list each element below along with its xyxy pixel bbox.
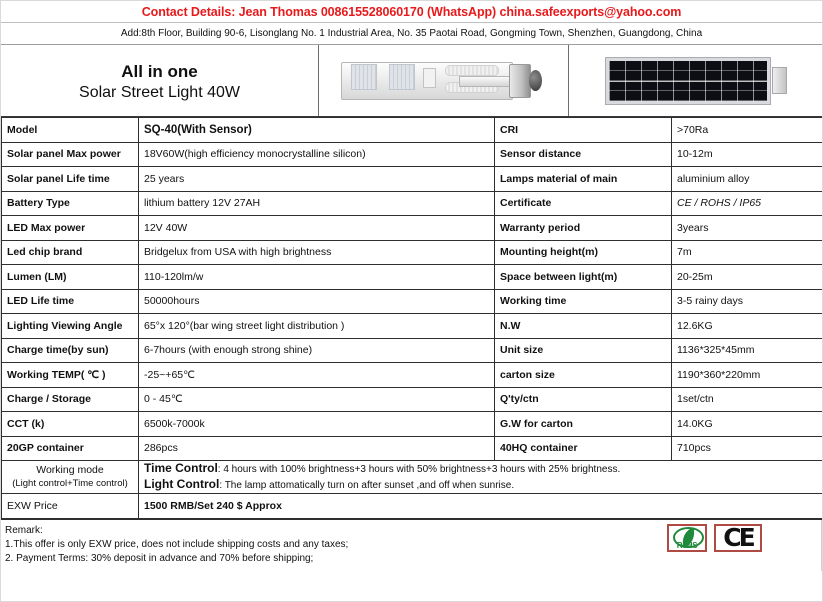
table-row: [2, 412, 823, 437]
table-row: [2, 216, 823, 241]
spec-key: CCT (k): [2, 412, 139, 437]
light-control-line: [144, 477, 819, 493]
time-control-label: Time Control: [144, 461, 218, 475]
table-row: [2, 436, 823, 461]
table-row: [2, 118, 823, 143]
spec-value: 12V 40W: [139, 216, 495, 241]
spec-key-secondary: Q'ty/ctn: [495, 387, 672, 412]
remark-footer: [1, 519, 822, 571]
solar-panel-photo: [569, 45, 822, 116]
spec-value-secondary: 10-12m: [672, 142, 823, 167]
exw-price-row: [2, 494, 823, 519]
spec-value-secondary: 3years: [672, 216, 823, 241]
spec-key-secondary: Certificate: [495, 191, 672, 216]
spec-value-secondary: 7m: [672, 240, 823, 265]
product-title-primary: All in one: [121, 61, 198, 81]
certification-badges: [667, 524, 762, 552]
spec-key-secondary: CRI: [495, 118, 672, 143]
spec-value-secondary: 1190*360*220mm: [672, 363, 823, 388]
spec-value-secondary: 1136*325*45mm: [672, 338, 823, 363]
spec-key-secondary: Working time: [495, 289, 672, 314]
spec-value: SQ-40(With Sensor): [139, 118, 495, 143]
spec-key: Led chip brand: [2, 240, 139, 265]
spec-key: Solar panel Max power: [2, 142, 139, 167]
table-row: [2, 167, 823, 192]
solar-street-light-photo: [319, 45, 569, 116]
spec-key-secondary: Unit size: [495, 338, 672, 363]
spec-key-secondary: 40HQ container: [495, 436, 672, 461]
spec-value-secondary: 710pcs: [672, 436, 823, 461]
spec-value: 6-7hours (with enough strong shine): [139, 338, 495, 363]
time-control-line: [144, 461, 819, 477]
time-control-text: : 4 hours with 100% brightness+3 hours with 50% brightness+3 hours with 25% brightness.: [217, 464, 621, 475]
working-mode-description: [139, 461, 823, 494]
spec-value: 25 years: [139, 167, 495, 192]
spec-value: 6500k-7000k: [139, 412, 495, 437]
spec-value: 286pcs: [139, 436, 495, 461]
table-row: [2, 191, 823, 216]
table-row: [2, 363, 823, 388]
product-title-block: [1, 45, 319, 116]
contact-details-bar: [1, 1, 822, 23]
light-control-text: : The lamp attomatically turn on after sunset ,and off when sunrise.: [219, 480, 515, 491]
spec-value: Bridgelux from USA with high brightness: [139, 240, 495, 265]
working-mode-label-line1: Working mode: [36, 464, 104, 476]
spec-value-secondary: CE / ROHS / IP65: [672, 191, 823, 216]
spec-value-secondary: 20-25m: [672, 265, 823, 290]
footer-right-divider: [821, 520, 822, 571]
street-light-illustration: [341, 58, 546, 104]
spec-value: lithium battery 12V 27AH: [139, 191, 495, 216]
contact-details-text: Contact Details: Jean Thomas 008615528060170 (WhatsApp) china.safeexports@yahoo.com: [141, 4, 682, 19]
exw-price-value: 1500 RMB/Set 240 $ Approx: [139, 494, 823, 519]
working-mode-label: [2, 461, 139, 494]
spec-value: 50000hours: [139, 289, 495, 314]
table-row: [2, 338, 823, 363]
table-row: [2, 240, 823, 265]
table-row: [2, 142, 823, 167]
table-row: [2, 314, 823, 339]
product-hero-band: [1, 45, 822, 117]
spec-key-secondary: Lamps material of main: [495, 167, 672, 192]
spec-value-secondary: >70Ra: [672, 118, 823, 143]
spec-key-secondary: Sensor distance: [495, 142, 672, 167]
light-control-label: Light Control: [144, 477, 220, 491]
ce-icon: [714, 524, 762, 552]
spec-key: Lighting Viewing Angle: [2, 314, 139, 339]
rohs-label: RoHS: [676, 540, 698, 550]
table-row: [2, 387, 823, 412]
table-row: [2, 265, 823, 290]
spec-key: Charge / Storage: [2, 387, 139, 412]
product-title-secondary: Solar Street Light 40W: [79, 83, 240, 101]
spec-key-secondary: Mounting height(m): [495, 240, 672, 265]
specification-rows: [2, 118, 823, 519]
rohs-icon: [667, 524, 707, 552]
spec-value-secondary: aluminium alloy: [672, 167, 823, 192]
spec-key: Lumen (LM): [2, 265, 139, 290]
spec-key: Battery Type: [2, 191, 139, 216]
spec-value: 0 - 45℃: [139, 387, 495, 412]
spec-key-secondary: carton size: [495, 363, 672, 388]
spec-key: Solar panel Life time: [2, 167, 139, 192]
table-row: [2, 289, 823, 314]
spec-key: Model: [2, 118, 139, 143]
spec-value-secondary: 14.0KG: [672, 412, 823, 437]
solar-panel-illustration: [605, 57, 787, 105]
spec-value-secondary: 1set/ctn: [672, 387, 823, 412]
spec-value-secondary: 12.6KG: [672, 314, 823, 339]
spec-key: LED Max power: [2, 216, 139, 241]
spec-value: 110-120lm/w: [139, 265, 495, 290]
remark-title: Remark:: [5, 524, 43, 536]
spec-key-secondary: G.W for carton: [495, 412, 672, 437]
spec-key: Working TEMP( ℃ ): [2, 363, 139, 388]
exw-price-label: EXW Price: [2, 494, 139, 519]
spec-value: 65°x 120°(bar wing street light distribution ): [139, 314, 495, 339]
company-address-bar: [1, 23, 822, 45]
spec-key: LED Life time: [2, 289, 139, 314]
working-mode-row: [2, 461, 823, 494]
ce-label: CE: [723, 523, 753, 552]
remark-line-2: 2. Payment Terms: 30% deposit in advance and 70% before shipping;: [5, 552, 314, 564]
spec-key-secondary: Space between light(m): [495, 265, 672, 290]
company-address-text: Add:8th Floor, Building 90-6, Lisonglang No. 1 Industrial Area, No. 35 Paotai Road, Gongming Town, Shenzhen, Guangdong, China: [120, 28, 703, 39]
working-mode-label-line2: (Light control+Time control): [12, 478, 128, 489]
spec-key: 20GP container: [2, 436, 139, 461]
remark-line-1: 1.This offer is only EXW price, does not include shipping costs and any taxes;: [5, 538, 349, 550]
spec-key: Charge time(by sun): [2, 338, 139, 363]
spec-key-secondary: N.W: [495, 314, 672, 339]
spec-key-secondary: Warranty period: [495, 216, 672, 241]
spec-value-secondary: 3-5 rainy days: [672, 289, 823, 314]
spec-value: 18V60W(high efficiency monocrystalline silicon): [139, 142, 495, 167]
specification-table: [1, 117, 823, 519]
spec-value: -25~+65℃: [139, 363, 495, 388]
